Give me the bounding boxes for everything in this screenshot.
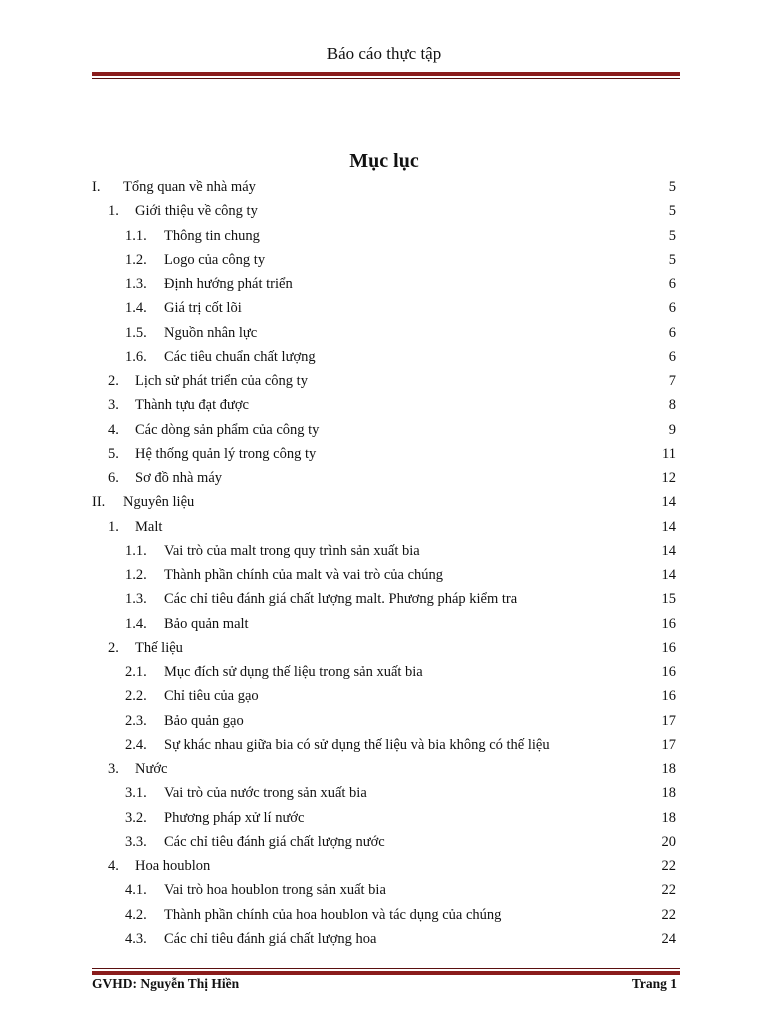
page-header-title: Báo cáo thực tập <box>326 44 442 63</box>
toc-entry-number: 4.1. <box>125 882 147 899</box>
footer-rule-thick <box>92 971 680 975</box>
toc-entry-label: Lịch sử phát triển của công ty <box>135 373 308 389</box>
toc-entry-page: 5 <box>668 179 676 195</box>
header-rule-thick <box>92 72 680 76</box>
toc-entry-number: 1.2. <box>125 567 147 583</box>
toc-entry-page: 7 <box>668 373 676 389</box>
toc-entry-label: Thành tựu đạt được <box>135 397 249 414</box>
toc-entry-page: 11 <box>662 445 676 462</box>
toc-entry-label: Phương pháp xử lí nước <box>164 809 305 826</box>
toc-entry[interactable] <box>92 781 676 805</box>
toc-entry-number: 3.1. <box>125 785 147 802</box>
toc-entry-label: Các dòng sản phẩm của công ty <box>135 421 320 438</box>
toc-entry-label: Thành phần chính của hoa houblon và tác dụng của chúng <box>164 906 502 923</box>
toc-entry-number: 2.1. <box>125 664 147 680</box>
toc-entry[interactable] <box>92 636 676 660</box>
toc-entry[interactable] <box>92 539 676 563</box>
toc-entry-page: 5 <box>668 203 676 220</box>
toc-entry-number: 2.4. <box>125 736 147 753</box>
toc-entry-number: 1.1. <box>125 542 147 559</box>
toc-entry-page: 16 <box>661 688 676 705</box>
toc-entry[interactable] <box>92 587 676 611</box>
toc-entry-number: 4. <box>108 421 119 438</box>
toc-entry[interactable] <box>92 418 676 442</box>
toc-entry[interactable] <box>92 393 676 417</box>
toc-entry-label: Các chỉ tiêu đánh giá chất lượng nước <box>164 833 385 850</box>
toc-entry[interactable] <box>92 175 676 199</box>
toc-entry[interactable] <box>92 757 676 781</box>
toc-entry-number: 2. <box>108 639 119 656</box>
header-rule-thin <box>92 78 680 79</box>
toc-entry-label: Tổng quan về nhà máy <box>123 179 256 195</box>
toc-title: Mục lục <box>349 150 419 172</box>
toc-entry-page: 16 <box>661 615 676 632</box>
toc-entry-number: 4.2. <box>125 906 147 923</box>
toc-entry[interactable] <box>92 806 676 830</box>
toc-entry-number: 1.4. <box>125 615 147 632</box>
toc-entry[interactable] <box>92 684 676 708</box>
toc-entry-page: 8 <box>668 397 676 414</box>
toc-entry-page: 17 <box>661 736 676 753</box>
toc-entry-label: Bảo quản gạo <box>164 712 244 729</box>
toc-entry-number: 1.4. <box>125 300 147 317</box>
toc-entry[interactable] <box>92 612 676 636</box>
footer-page-number: Trang 1 <box>631 976 677 991</box>
toc-entry-page: 24 <box>661 930 676 947</box>
toc-entry-page: 9 <box>668 421 676 438</box>
toc-list <box>92 175 676 951</box>
toc-entry-page: 6 <box>668 324 676 341</box>
toc-entry-label: Nguyên liệu <box>123 494 195 511</box>
toc-entry-label: Logo của công ty <box>164 251 266 268</box>
toc-entry-number: 3.2. <box>125 809 147 826</box>
toc-entry-page: 15 <box>661 591 676 608</box>
toc-entry-number: 1.6. <box>125 348 147 365</box>
toc-entry[interactable] <box>92 442 676 466</box>
toc-entry[interactable] <box>92 854 676 878</box>
toc-entry-number: 1.3. <box>125 591 147 608</box>
toc-entry-page: 22 <box>661 882 676 899</box>
toc-entry-label: Thế liệu <box>135 639 183 656</box>
toc-entry[interactable] <box>92 515 676 539</box>
toc-entry[interactable] <box>92 248 676 272</box>
toc-entry[interactable] <box>92 660 676 684</box>
footer-advisor: GVHD: Nguyễn Thị Hiền <box>92 976 240 991</box>
toc-entry[interactable] <box>92 321 676 345</box>
toc-entry-number: 4.3. <box>125 930 147 947</box>
toc-entry-label: Các tiêu chuẩn chất lượng <box>164 348 316 365</box>
toc-entry[interactable] <box>92 878 676 902</box>
toc-entry[interactable] <box>92 296 676 320</box>
toc-entry-label: Sự khác nhau giữa bia có sử dụng thế liệu và bia không có thế liệu <box>164 736 550 753</box>
toc-entry-page: 5 <box>668 251 676 268</box>
toc-entry-number: 1. <box>108 518 119 535</box>
toc-entry-page: 18 <box>661 761 676 777</box>
toc-entry-label: Sơ đồ nhà máy <box>135 470 223 486</box>
toc-entry-number: 1.3. <box>125 276 147 292</box>
toc-entry-page: 6 <box>668 348 676 365</box>
toc-entry[interactable] <box>92 272 676 296</box>
toc-entry[interactable] <box>92 466 676 490</box>
toc-entry-label: Nguồn nhân lực <box>164 324 258 341</box>
toc-entry[interactable] <box>92 345 676 369</box>
toc-entry-number: 4. <box>108 858 119 874</box>
toc-entry-number: 1.5. <box>125 324 147 341</box>
toc-entry-number: 1. <box>108 203 119 220</box>
toc-entry-label: Chỉ tiêu của gạo <box>164 688 259 705</box>
toc-entry-page: 18 <box>661 809 676 826</box>
toc-entry-label: Malt <box>135 518 163 535</box>
toc-entry-number: 1.2. <box>125 251 147 268</box>
toc-entry-label: Mục đích sử dụng thế liệu trong sản xuất bia <box>164 664 423 680</box>
toc-entry-page: 16 <box>661 639 676 656</box>
toc-entry-page: 14 <box>661 567 676 583</box>
toc-entry-number: I. <box>92 179 101 195</box>
toc-entry-number: 3. <box>108 761 119 777</box>
toc-entry[interactable] <box>92 369 676 393</box>
toc-entry-label: Nước <box>135 761 168 777</box>
toc-entry-page: 5 <box>668 227 676 244</box>
toc-entry-page: 14 <box>661 542 676 559</box>
toc-entry-page: 16 <box>661 664 676 680</box>
toc-entry-page: 22 <box>661 858 676 874</box>
toc-entry-page: 6 <box>668 276 676 292</box>
toc-entry-page: 14 <box>661 518 676 535</box>
toc-entry-label: Vai trò của malt trong quy trình sản xuất bia <box>164 542 420 559</box>
toc-entry-number: 3.3. <box>125 833 147 850</box>
toc-entry[interactable] <box>92 927 676 951</box>
toc-entry-label: Định hướng phát triển <box>164 276 293 292</box>
toc-entry-label: Các chỉ tiêu đánh giá chất lượng hoa <box>164 930 377 947</box>
toc-entry-label: Vai trò hoa houblon trong sản xuất bia <box>164 882 386 899</box>
toc-entry[interactable] <box>92 490 676 514</box>
toc-entry-label: Giới thiệu về công ty <box>135 203 258 220</box>
toc-entry-page: 14 <box>661 494 676 511</box>
toc-entry-page: 18 <box>661 785 676 802</box>
toc-entry-label: Các chỉ tiêu đánh giá chất lượng malt. Phương pháp kiểm tra <box>164 591 518 608</box>
toc-entry-number: 2.3. <box>125 712 147 729</box>
toc-entry-number: 5. <box>108 445 119 462</box>
toc-entry[interactable] <box>92 709 676 733</box>
toc-entry-number: 3. <box>108 397 119 414</box>
toc-entry[interactable] <box>92 224 676 248</box>
toc-entry-page: 6 <box>668 300 676 317</box>
toc-entry-number: II. <box>92 494 106 511</box>
toc-entry-label: Hoa houblon <box>135 858 211 874</box>
toc-entry-page: 12 <box>661 470 676 486</box>
toc-entry-page: 17 <box>661 712 676 729</box>
toc-entry-label: Vai trò của nước trong sản xuất bia <box>164 785 367 802</box>
toc-entry[interactable] <box>92 830 676 854</box>
toc-entry-number: 2. <box>108 373 119 389</box>
toc-entry-page: 22 <box>661 906 676 923</box>
toc-entry-number: 1.1. <box>125 227 147 244</box>
toc-entry-label: Hệ thống quản lý trong công ty <box>135 445 317 462</box>
toc-entry-label: Bảo quản malt <box>164 615 249 632</box>
toc-entry-label: Thông tin chung <box>164 227 260 244</box>
toc-entry-label: Thành phần chính của malt và vai trò của chúng <box>164 567 444 583</box>
toc-entry[interactable] <box>92 563 676 587</box>
toc-entry-label: Giá trị cốt lõi <box>164 300 242 317</box>
toc-entry[interactable] <box>92 199 676 223</box>
toc-entry[interactable] <box>92 733 676 757</box>
toc-entry-page: 20 <box>661 833 676 850</box>
toc-entry[interactable] <box>92 903 676 927</box>
toc-entry-number: 2.2. <box>125 688 147 705</box>
toc-entry-number: 6. <box>108 470 119 486</box>
footer-rule-thin <box>92 968 680 969</box>
